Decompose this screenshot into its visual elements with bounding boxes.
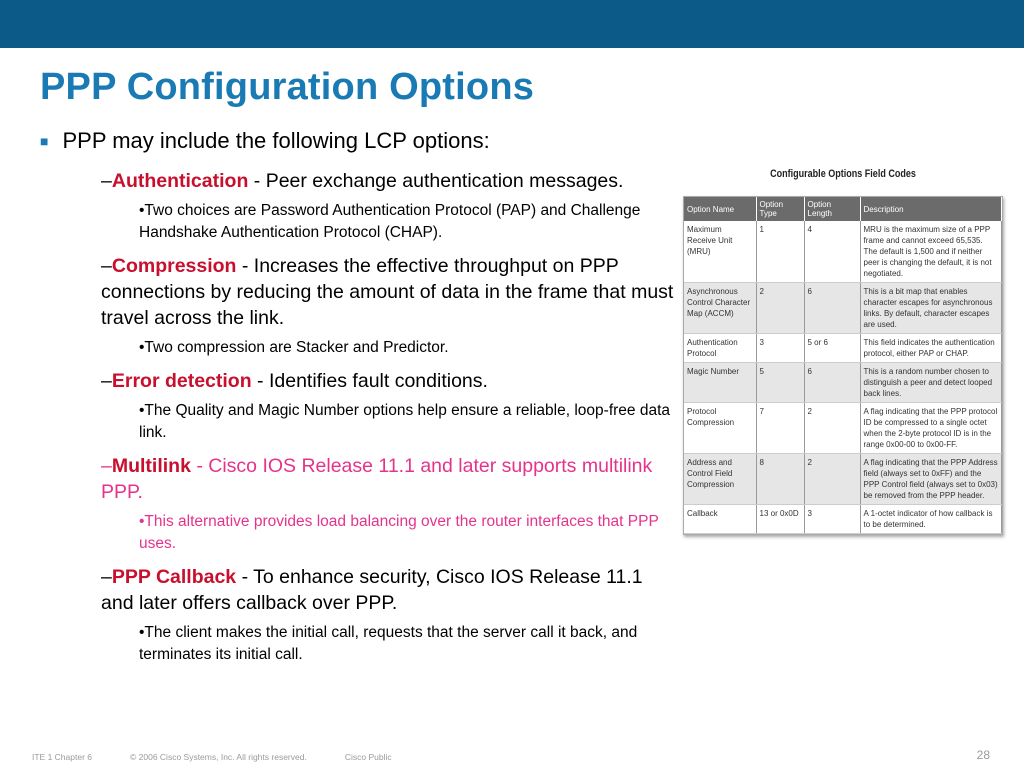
options-list — [101, 168, 676, 675]
option-authentication: –Authentication - Peer exchange authentication messages. — [101, 170, 624, 192]
option-detail: •Two compression are Stacker and Predictor. — [139, 339, 449, 356]
table-row — [684, 221, 1002, 283]
page-number: 28 — [976, 748, 990, 762]
table-row — [684, 363, 1002, 403]
table-cell: This is a bit map that enables character escapes for asynchronous links. By default, character escapes are used. — [860, 283, 1002, 334]
table-cell: 3 — [756, 334, 804, 363]
table-cell: 6 — [804, 283, 860, 334]
footer-copyright: © 2006 Cisco Systems, Inc. All rights reserved. — [130, 752, 307, 762]
table-header-row — [684, 197, 1002, 221]
table-cell: Callback — [684, 505, 756, 534]
footer-course: ITE 1 Chapter 6 — [32, 752, 93, 762]
table-cell: 5 or 6 — [804, 334, 860, 363]
option-codes-table-frame — [683, 196, 1003, 535]
intro-bullet — [40, 128, 490, 154]
table-cell: Maximum Receive Unit (MRU) — [684, 221, 756, 283]
slide-title: PPP Configuration Options — [40, 66, 535, 108]
table-cell: 8 — [756, 454, 804, 505]
option-detail: •The Quality and Magic Number options help ensure a reliable, loop-free data link. — [139, 402, 671, 441]
table-cell: 2 — [756, 283, 804, 334]
table-cell: 2 — [804, 454, 860, 505]
square-bullet-icon: ■ — [40, 133, 49, 149]
table-cell: This is a random number chosen to distinguish a peer and detect looped back lines. — [860, 363, 1002, 403]
footer-classification: Cisco Public — [344, 752, 392, 762]
table-row — [684, 454, 1002, 505]
table-cell: MRU is the maximum size of a PPP frame and cannot exceed 65,535. The default is 1,500 and if neither peer is changing the default, it is not negotiated. — [860, 221, 1002, 283]
option-detail: •This alternative provides load balancing over the router interfaces that PPP uses. — [139, 513, 659, 552]
table-row — [684, 334, 1002, 363]
option-detail: •Two choices are Password Authentication Protocol (PAP) and Challenge Handshake Authentication Protocol (CHAP). — [139, 202, 641, 241]
table-cell: Asynchronous Control Character Map (ACCM) — [684, 283, 756, 334]
option-codes-table — [684, 197, 1002, 534]
option-multilink: –Multilink - Cisco IOS Release 11.1 and later supports multilink PPP. — [101, 455, 653, 503]
slide-footer — [32, 752, 430, 762]
table-cell: Authentication Protocol — [684, 334, 756, 363]
option-codes-figure — [683, 168, 1003, 535]
table-cell: Magic Number — [684, 363, 756, 403]
table-cell: 5 — [756, 363, 804, 403]
option-desc: - Identifies fault conditions. — [251, 370, 488, 392]
header-bar — [0, 0, 1024, 48]
option-ppp-callback: –PPP Callback - To enhance security, Cisco IOS Release 11.1 and later offers callback over PPP. — [101, 566, 643, 614]
table-cell: 7 — [756, 403, 804, 454]
option-desc: - Increases the effective throughput on PPP connections by reducing the amount of data in the frame that must travel across the link. — [101, 255, 674, 329]
table-cell: Address and Control Field Compression — [684, 454, 756, 505]
table-row — [684, 403, 1002, 454]
option-compression: –Compression - Increases the effective throughput on PPP connections by reducing the amount of data in the frame that must travel across the link. — [101, 255, 674, 329]
option-term: Compression — [111, 255, 237, 277]
table-header: Option Type — [756, 197, 804, 221]
option-term: Multilink — [111, 455, 191, 477]
table-cell: A flag indicating that the PPP protocol ID be compressed to a single octet when the 2-byte protocol ID is in the range 0x00-00 to 0x00-FF. — [860, 403, 1002, 454]
option-desc: - Cisco IOS Release 11.1 and later supports multilink PPP. — [101, 455, 653, 503]
option-detail: •The client makes the initial call, requests that the server call it back, and terminates its initial call. — [139, 624, 638, 663]
table-row — [684, 283, 1002, 334]
table-cell: Protocol Compression — [684, 403, 756, 454]
table-cell: 2 — [804, 403, 860, 454]
table-row — [684, 505, 1002, 534]
table-header: Option Length — [804, 197, 860, 221]
table-cell: 4 — [804, 221, 860, 283]
table-cell: 3 — [804, 505, 860, 534]
table-cell: This field indicates the authentication protocol, either PAP or CHAP. — [860, 334, 1002, 363]
table-cell: A 1-octet indicator of how callback is to be determined. — [860, 505, 1002, 534]
table-cell: 13 or 0x0D — [756, 505, 804, 534]
intro-text: PPP may include the following LCP options: — [62, 128, 490, 153]
figure-title: Configurable Options Field Codes — [770, 168, 916, 180]
table-cell: 1 — [756, 221, 804, 283]
option-term: Authentication — [111, 170, 249, 192]
option-desc: - Peer exchange authentication messages. — [248, 170, 624, 192]
option-error-detection: –Error detection - Identifies fault conditions. — [101, 370, 488, 392]
option-desc: - To enhance security, Cisco IOS Release 11.1 and later offers callback over PPP. — [101, 566, 643, 614]
table-header: Description — [860, 197, 1002, 221]
table-cell: A flag indicating that the PPP Address field (always set to 0xFF) and the PPP Control field (always set to 0x03) be removed from the PPP header. — [860, 454, 1002, 505]
option-term: PPP Callback — [111, 566, 237, 588]
table-cell: 6 — [804, 363, 860, 403]
option-term: Error detection — [111, 370, 252, 392]
table-header: Option Name — [684, 197, 756, 221]
